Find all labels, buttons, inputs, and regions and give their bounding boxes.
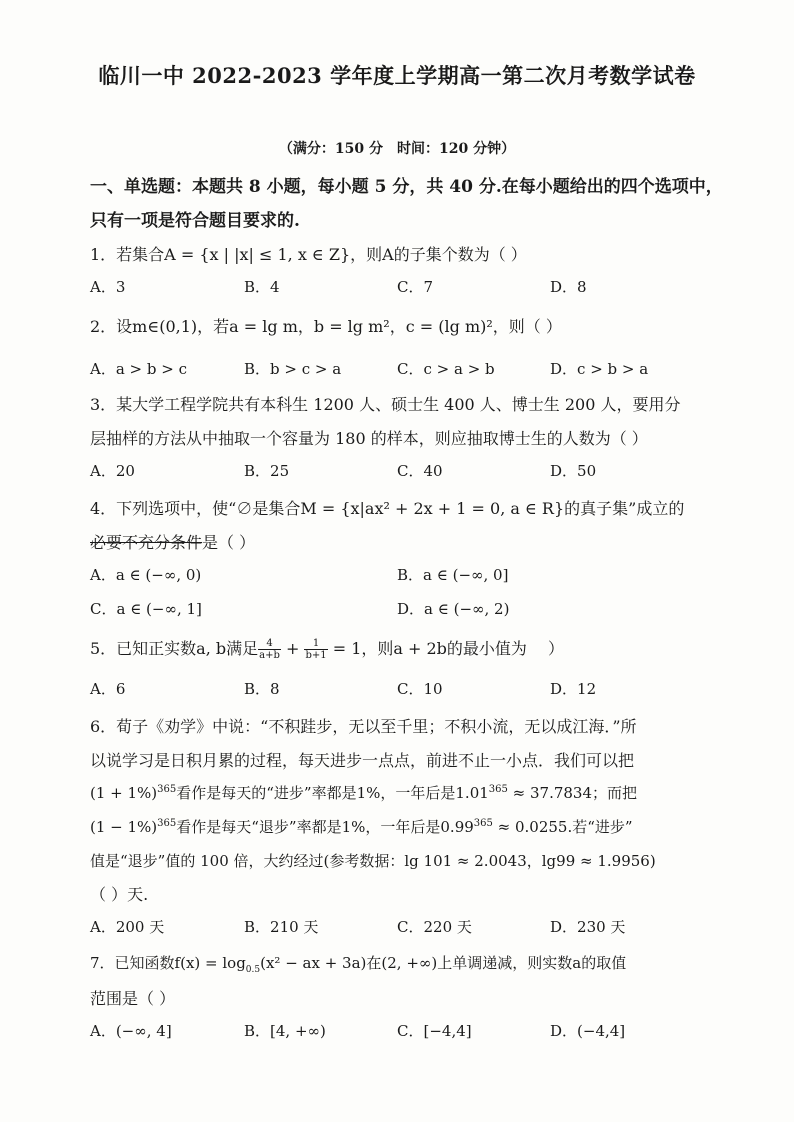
question-5-option-d: D．12 bbox=[550, 680, 597, 698]
question-4-option-d: D．a ∈ (−∞, 2) bbox=[397, 600, 510, 618]
question-5-option-a: A．6 bbox=[90, 680, 126, 698]
question-6-option-d: D．230 天 bbox=[550, 918, 626, 936]
exam-subtitle: （满分：150 分 时间：120 分钟） bbox=[278, 141, 516, 157]
question-5-stem bbox=[90, 636, 564, 661]
question-2-option-b: B．b > c > a bbox=[244, 360, 342, 378]
q6-line4-exp2: 365 bbox=[473, 818, 493, 829]
question-4-struck-phrase: 必要不充分条件 bbox=[90, 533, 203, 552]
question-2-stem: 2．设m∈(0,1)，若a = lg m，b = lg m²，c = (lg m)²，则（ ） bbox=[90, 317, 562, 336]
question-7-line1 bbox=[90, 952, 626, 975]
question-2-option-c: C．c > a > b bbox=[397, 360, 495, 378]
question-1-option-b: B．4 bbox=[244, 278, 280, 296]
q6-line4-tail: ≈ 0.0255.若“进步” bbox=[492, 818, 633, 836]
section-heading-line2: 只有一项是符合题目要求的. bbox=[90, 211, 300, 231]
question-6-line5: 值是“退步”值的 100 倍，大约经过(参考数据：lg 101 ≈ 2.0043，lg99 ≈ 1.9956) bbox=[90, 852, 656, 870]
question-5-option-b: B．8 bbox=[244, 680, 280, 698]
q6-line4-exp1: 365 bbox=[157, 818, 177, 829]
question-1-option-a: A．3 bbox=[90, 278, 126, 296]
question-6-option-a: A．200 天 bbox=[90, 918, 165, 936]
q7-line1-head: 7．已知函数f(x) = log bbox=[90, 954, 246, 972]
q6-line4-text: 看作是每天“退步”率都是1%，一年后是0.99 bbox=[176, 818, 474, 836]
q7-line1-tail: (x² − ax + 3a)在(2, +∞)上单调递减，则实数a的取值 bbox=[260, 954, 627, 972]
fraction-2-numerator: 1 bbox=[304, 638, 327, 650]
question-2-option-d: D．c > b > a bbox=[550, 360, 649, 378]
question-6-option-b: B．210 天 bbox=[244, 918, 319, 936]
question-3-option-d: D．50 bbox=[550, 462, 597, 480]
question-3-line2: 层抽样的方法从中抽取一个容量为 180 的样本，则应抽取博士生的人数为（ ） bbox=[90, 429, 648, 448]
question-5-plus: + bbox=[280, 639, 305, 658]
question-4-option-a: A．a ∈ (−∞, 0) bbox=[90, 566, 202, 584]
question-6-option-c: C．220 天 bbox=[397, 918, 472, 936]
fraction-1-numerator: 4 bbox=[258, 638, 281, 650]
question-6-line3 bbox=[90, 782, 637, 803]
question-4-line2 bbox=[90, 530, 255, 553]
question-5-option-c: C．10 bbox=[397, 680, 443, 698]
q6-line3-expr: (1 + 1%) bbox=[90, 784, 158, 802]
question-3-option-b: B．25 bbox=[244, 462, 290, 480]
question-3-line1: 3．某大学工程学院共有本科生 1200 人、硕士生 400 人、博士生 200 人，要用分 bbox=[90, 395, 681, 414]
question-3-option-a: A．20 bbox=[90, 462, 135, 480]
fraction-1-denominator: a+b bbox=[259, 650, 280, 661]
question-5-suffix: = 1，则a + 2b的最小值为 ） bbox=[327, 639, 565, 658]
question-4-line1: 4．下列选项中，使“∅是集合M = {x|ax² + 2x + 1 = 0, a ∈ R}的真子集”成立的 bbox=[90, 499, 685, 518]
question-6-line6: （ ）天. bbox=[90, 885, 149, 904]
question-4-line2-rest: 是（ ） bbox=[202, 533, 256, 552]
question-1-stem: 1．若集合A = {x | |x| ≤ 1, x ∈ Z}，则A的子集个数为（ ） bbox=[90, 245, 527, 264]
question-1-option-c: C．7 bbox=[397, 278, 434, 296]
q6-line3-exp2: 365 bbox=[488, 784, 508, 795]
question-7-option-d: D．(−4,4] bbox=[550, 1022, 626, 1040]
q7-log-base: 0.5 bbox=[245, 965, 261, 975]
exam-title: 临川一中 2022-2023 学年度上学期高一第二次月考数学试卷 bbox=[98, 63, 696, 88]
question-5-prefix: 5．已知正实数a, b满足 bbox=[90, 639, 259, 658]
question-7-option-a: A．(−∞, 4] bbox=[90, 1022, 172, 1040]
section-heading-line1: 一、单选题：本题共 8 小题，每小题 5 分，共 40 分.在每小题给出的四个选项中， bbox=[90, 177, 723, 197]
question-7-option-c: C．[−4,4] bbox=[397, 1022, 472, 1040]
question-3-option-c: C．40 bbox=[397, 462, 443, 480]
question-5-fraction-2 bbox=[304, 638, 327, 661]
q6-line4-expr: (1 − 1%) bbox=[90, 818, 158, 836]
fraction-2-denominator: b+1 bbox=[305, 650, 327, 661]
question-6-line2: 以说学习是日积月累的过程，每天进步一点点，前进不止一小点．我们可以把 bbox=[90, 751, 635, 770]
question-4-option-c: C．a ∈ (−∞, 1] bbox=[90, 600, 202, 618]
q6-line3-tail: ≈ 37.7834；而把 bbox=[507, 784, 638, 802]
q6-line3-exp1: 365 bbox=[157, 784, 177, 795]
question-7-option-b: B．[4, +∞) bbox=[244, 1022, 326, 1040]
question-6-line1: 6．荀子《劝学》中说：“不积跬步，无以至千里；不积小流，无以成江海．”所 bbox=[90, 717, 637, 736]
question-6-line4 bbox=[90, 816, 633, 837]
question-5-fraction-1 bbox=[258, 638, 281, 661]
question-2-option-a: A．a > b > c bbox=[90, 360, 187, 378]
question-7-line2: 范围是（ ） bbox=[90, 989, 176, 1008]
question-1-option-d: D．8 bbox=[550, 278, 587, 296]
q6-line3-text: 看作是每天的“进步”率都是1%，一年后是1.01 bbox=[176, 784, 489, 802]
question-4-option-b: B．a ∈ (−∞, 0] bbox=[397, 566, 509, 584]
